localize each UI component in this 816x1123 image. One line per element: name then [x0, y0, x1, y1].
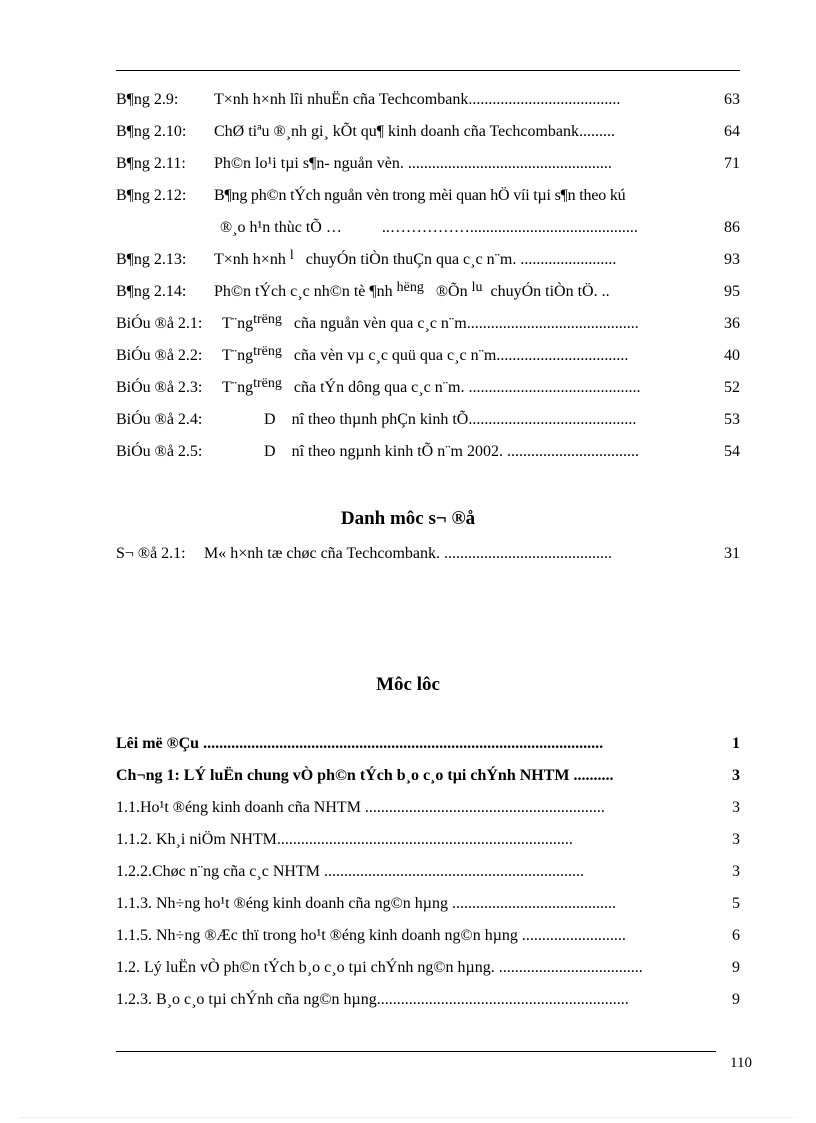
- dot-leader: ....................................: [494, 959, 643, 976]
- entry-title: T×nh h×nh lîi nhuËn cña Techcombank: [214, 91, 469, 108]
- dot-leader: .................................................................: [319, 863, 584, 880]
- entry-page-number: 3: [732, 831, 740, 848]
- superscript-fragment: trëng: [253, 376, 282, 391]
- entry-page-number: 63: [724, 91, 740, 108]
- entry-title: ChØ tiªu ®¸nh gi¸ kÕt qu¶ kinh doanh cña Techcombank: [214, 123, 580, 140]
- entry-label: BiÓu ®å 2.5:: [116, 443, 203, 460]
- dot-leader: ...................................................: [407, 155, 612, 172]
- page-number: 110: [730, 1055, 752, 1071]
- dot-leader: ........................: [520, 251, 617, 268]
- entry-title: Ch¬ng 1: LÝ luËn chung vÒ ph©n tÝch b¸o c¸o tµi chÝnh NHTM: [116, 767, 570, 784]
- entry-page-number: 31: [724, 545, 740, 562]
- entry-title: 1.1.5. Nh÷ng ®Æc thï trong ho¹t ®éng kinh doanh ng©n hµng: [116, 927, 518, 944]
- dot-leader: ..............................................................: [380, 991, 629, 1008]
- entry-title-continued: chuyÓn tiÒn tÖ.: [490, 283, 598, 300]
- footer-rule: [116, 1051, 716, 1052]
- dot-leader: ..........................: [517, 927, 626, 944]
- entry-title: 1.1.3. Nh÷ng ho¹t ®éng kinh doanh cña ng©n hµng: [116, 895, 448, 912]
- entry-page-number: 93: [724, 251, 740, 268]
- entry-title: 1.1.Ho¹t ®éng kinh doanh cña NHTM: [116, 799, 361, 816]
- entry-page-number: 54: [724, 443, 740, 460]
- entry-title: T¨ng: [222, 347, 254, 364]
- diagrams-heading: Danh môc s¬ ®å: [340, 508, 476, 529]
- superscript-fragment: lu: [471, 280, 483, 295]
- entry-page-number: 52: [724, 379, 740, 396]
- entry-page-number: 5: [732, 895, 740, 912]
- entry-title: T¨ng: [222, 379, 254, 396]
- entry-title: T×nh h×nh: [214, 251, 286, 268]
- entry-page-number: 71: [724, 155, 740, 172]
- entry-label: BiÓu ®å 2.3:: [116, 379, 203, 396]
- entry-label: B¶ng 2.11:: [116, 155, 186, 172]
- entry-label: B¶ng 2.14:: [116, 283, 187, 300]
- entry-page-number: 9: [732, 991, 740, 1008]
- entry-title-continued: nî theo thµnh phÇn kinh tÕ.: [291, 411, 473, 428]
- dot-leader: ..: [601, 283, 610, 300]
- entry-title: ®¸o h¹n thùc tÕ …: [220, 219, 342, 236]
- entry-page-number: 64: [724, 123, 740, 140]
- entry-title: Ph©n tÝch c¸c nh©n tè ¶nh: [214, 283, 393, 300]
- entry-title: Lêi më ®Çu: [116, 735, 200, 752]
- dot-leader: ..........................................................................: [276, 831, 573, 848]
- header-rule: [116, 70, 740, 71]
- entry-page-number: 40: [724, 347, 740, 364]
- entry-title-continued: ®Õn: [435, 283, 468, 300]
- entry-page-number: 86: [724, 219, 740, 236]
- superscript-fragment: l: [289, 248, 294, 263]
- entry-label: B¶ng 2.10:: [116, 123, 187, 140]
- contents-heading: Môc lôc: [376, 674, 440, 695]
- entry-label: B¶ng 2.12:: [116, 187, 187, 204]
- entry-title: D: [264, 411, 276, 428]
- entry-page-number: 36: [724, 315, 740, 332]
- entry-page-number: 1: [732, 735, 740, 752]
- dot-leader: ................................: [500, 347, 629, 364]
- dot-leader: .................................: [507, 443, 639, 460]
- entry-page-number: 3: [732, 863, 740, 880]
- entry-title: T¨ng: [222, 315, 254, 332]
- entry-title-continued: chuyÓn tiÒn thuÇn qua c¸c n¨m.: [305, 251, 517, 268]
- entry-page-number: 3: [732, 799, 740, 816]
- dot-leader: ............................................................: [360, 799, 605, 816]
- entry-label: BiÓu ®å 2.2:: [116, 347, 203, 364]
- entry-title: 1.2.3. B¸o c¸o tµi chÝnh cña ng©n hµng.: [116, 991, 381, 1008]
- dot-leader: .........................................: [447, 895, 616, 912]
- superscript-fragment: trëng: [253, 344, 282, 359]
- entry-page-number: 3: [732, 767, 740, 784]
- entry-title-continued: cña nguån vèn qua c¸c n¨m.: [293, 315, 471, 332]
- entry-page-number: 6: [732, 927, 740, 944]
- dot-leader: ..........: [569, 767, 614, 784]
- entry-title: D: [264, 443, 276, 460]
- entry-label: B¶ng 2.9:: [116, 91, 179, 108]
- dot-leader: ....................................................................................................: [199, 735, 604, 752]
- dot-leader: ...........................................: [468, 379, 641, 396]
- entry-title-continued: cña vèn vµ c¸c quü qua c¸c n¨m.: [293, 347, 501, 364]
- entry-label: B¶ng 2.13:: [116, 251, 187, 268]
- dot-leader: ..........................................: [470, 315, 639, 332]
- entry-page-number: 95: [724, 283, 740, 300]
- entry-title: Ph©n lo¹i tµi s¶n- nguån vèn.: [214, 155, 404, 172]
- entry-label: BiÓu ®å 2.1:: [116, 315, 203, 332]
- dot-leader: .........................................: [472, 411, 637, 428]
- entry-title: 1.2. Lý luËn vÒ ph©n tÝch b¸o c¸o tµi chÝnh ng©n hµng.: [116, 959, 495, 976]
- entry-title: 1.1.2. Kh¸i niÖm NHTM: [116, 831, 277, 848]
- entry-label: S¬ ®å 2.1:: [116, 545, 186, 562]
- entry-label: BiÓu ®å 2.4:: [116, 411, 203, 428]
- entry-title: 1.2.2.Chøc n¨ng cña c¸c NHTM: [116, 863, 320, 880]
- dot-leader: ..……………..........................................: [381, 219, 638, 236]
- superscript-fragment: trëng: [253, 312, 282, 327]
- entry-title-continued: cña tÝn dông qua c¸c n¨m.: [293, 379, 465, 396]
- dot-leader: ..........................................: [444, 545, 612, 562]
- entry-title-continued: nî theo ngµnh kinh tÕ n¨m 2002.: [291, 443, 503, 460]
- entry-page-number: 9: [732, 959, 740, 976]
- superscript-fragment: hëng: [396, 280, 424, 295]
- dot-leader: ......................................: [468, 91, 621, 108]
- entry-title: M« h×nh tæ chøc cña Techcombank.: [204, 545, 440, 562]
- dot-leader: .........: [579, 123, 616, 140]
- entry-title: B¶ng ph©n tÝch nguån vèn trong mèi quan hÖ víi tµi s¶n theo kú: [214, 187, 626, 204]
- page-edge-dotted-line: [20, 1117, 796, 1118]
- entry-page-number: 53: [724, 411, 740, 428]
